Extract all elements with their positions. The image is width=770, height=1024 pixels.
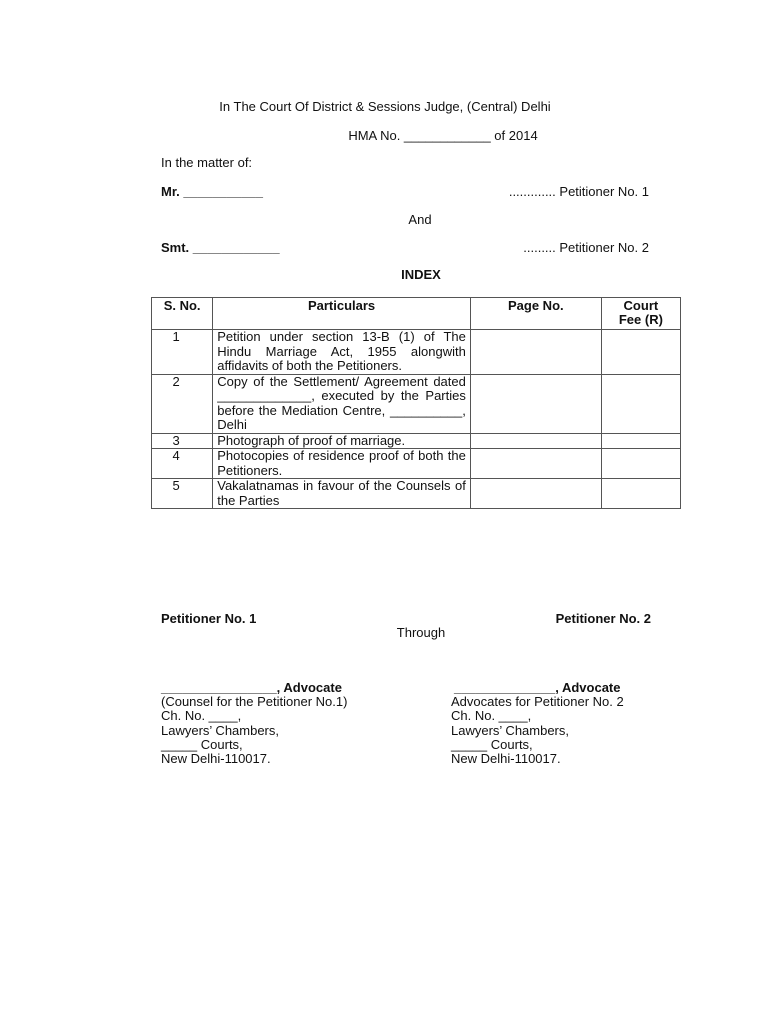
table-row xyxy=(152,330,681,375)
advocate-left-title: ________________, Advocate xyxy=(161,680,342,695)
row-sno: 2 xyxy=(152,374,213,433)
table-row xyxy=(152,479,681,509)
advocate-right-title: ______________, Advocate xyxy=(454,680,621,695)
row-particulars: Photocopies of residence proof of both the Petitioners. xyxy=(213,449,471,479)
table-row xyxy=(152,433,681,449)
row-particulars: Petition under section 13-B (1) of The Hindu Marriage Act, 1955 alongwith affidavits of both the Petitioners. xyxy=(213,330,471,375)
row-sno: 1 xyxy=(152,330,213,375)
row-sno: 3 xyxy=(152,433,213,449)
row-page-no xyxy=(470,449,601,479)
petitioner-2-label: ......... Petitioner No. 2 xyxy=(523,240,649,255)
table-header-row xyxy=(152,298,681,330)
petitioner-1-label: ............. Petitioner No. 1 xyxy=(508,184,649,199)
row-court-fee xyxy=(601,449,680,479)
row-court-fee xyxy=(601,330,680,375)
advocate-right-block xyxy=(451,681,624,766)
mr-name-line: Mr. ___________ xyxy=(161,184,263,199)
table-row xyxy=(152,449,681,479)
row-particulars: Copy of the Settlement/ Agreement dated _____________, executed by the Parties before the Mediation Centre, __________, Delhi xyxy=(213,374,471,433)
in-matter-label: In the matter of: xyxy=(161,155,253,170)
advocate-left-block xyxy=(161,681,347,766)
through-label: Through xyxy=(396,625,446,640)
row-court-fee xyxy=(601,374,680,433)
advocate-right-line: _____ Courts, xyxy=(451,736,533,752)
and-label: And xyxy=(408,212,432,227)
court-title: In The Court Of District & Sessions Judge, (Central) Delhi xyxy=(219,99,551,114)
row-court-fee xyxy=(601,433,680,449)
table-row xyxy=(152,374,681,433)
row-page-no xyxy=(470,330,601,375)
advocate-right-line: New Delhi-110017. xyxy=(451,751,561,767)
signature-petitioner-1: Petitioner No. 1 xyxy=(161,611,257,626)
row-court-fee xyxy=(601,479,680,509)
advocate-right-line: Lawyers’ Chambers, xyxy=(451,722,570,738)
header-sno: S. No. xyxy=(152,298,213,330)
smt-name-line: Smt. ____________ xyxy=(161,240,280,255)
header-page-no: Page No. xyxy=(470,298,601,330)
advocate-right-line: Ch. No. ____, xyxy=(451,708,532,724)
hma-number: HMA No. ____________ of 2014 xyxy=(348,128,538,143)
advocate-left-line: New Delhi-110017. xyxy=(161,751,271,767)
row-particulars: Vakalatnamas in favour of the Counsels of the Parties xyxy=(213,479,471,509)
row-page-no xyxy=(470,433,601,449)
row-page-no xyxy=(470,374,601,433)
header-court-fee-label: Court Fee (R) xyxy=(618,298,663,327)
advocate-left-line: (Counsel for the Petitioner No.1) xyxy=(161,694,348,710)
advocate-right-line: Advocates for Petitioner No. 2 xyxy=(451,694,624,710)
row-particulars: Photograph of proof of marriage. xyxy=(213,433,471,449)
advocate-left-line: Ch. No. ____, xyxy=(161,708,242,724)
signature-petitioner-2: Petitioner No. 2 xyxy=(555,611,651,626)
row-sno: 5 xyxy=(152,479,213,509)
row-sno: 4 xyxy=(152,449,213,479)
header-court-fee xyxy=(601,298,680,330)
advocate-left-line: _____ Courts, xyxy=(161,736,243,752)
advocate-left-line: Lawyers’ Chambers, xyxy=(161,722,280,738)
row-page-no xyxy=(470,479,601,509)
index-title: INDEX xyxy=(401,267,441,282)
header-particulars: Particulars xyxy=(213,298,471,330)
index-table xyxy=(151,297,681,509)
